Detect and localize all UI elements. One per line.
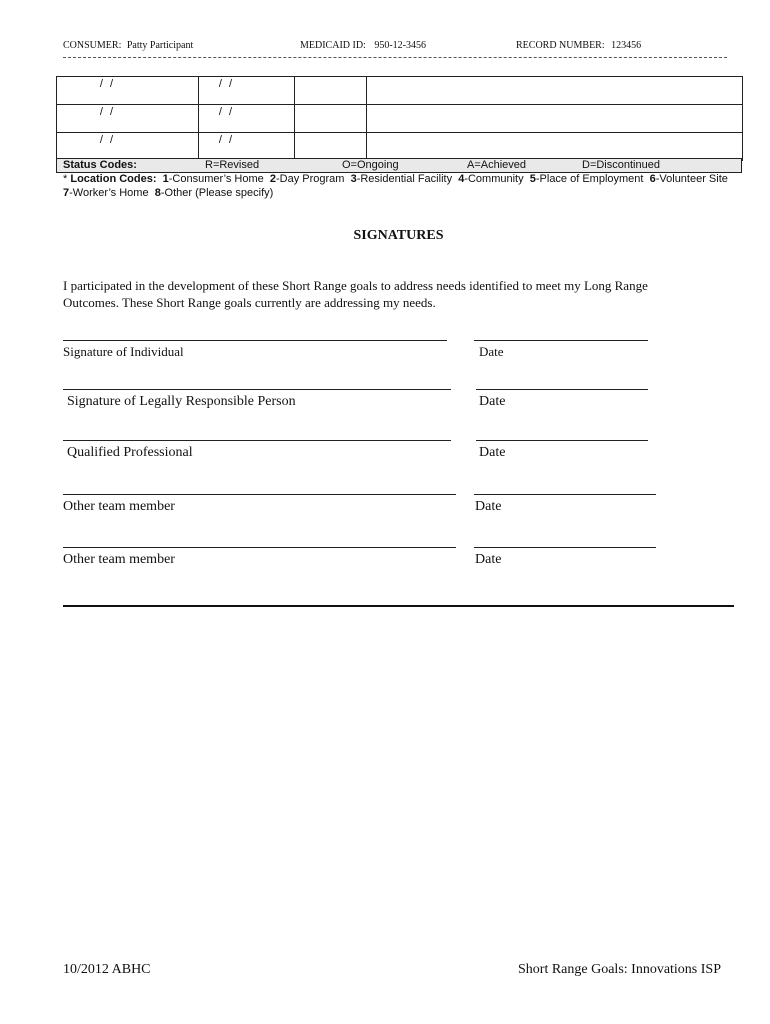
signature-line[interactable] xyxy=(63,547,456,548)
status-cell[interactable] xyxy=(295,105,367,133)
status-code-achieved: A=Achieved xyxy=(467,159,527,171)
signature-line[interactable] xyxy=(63,340,447,341)
date-label: Date xyxy=(479,445,506,460)
signature-label: Other team member xyxy=(63,552,175,567)
end-date-cell[interactable]: / / xyxy=(199,133,295,161)
goal-schedule-table xyxy=(56,76,743,161)
medicaid-value: 950-12-3456 xyxy=(374,40,426,51)
comments-cell[interactable] xyxy=(367,105,743,133)
status-code-ongoing: O=Ongoing xyxy=(342,159,399,171)
header-divider xyxy=(63,57,727,58)
date-line[interactable] xyxy=(474,494,656,495)
signature-line[interactable] xyxy=(63,494,456,495)
location-codes: * Location Codes: 1-Consumer’s Home 2-Day Program 3-Residential Facility 4-Community 5-Place of Employment 6-Volunteer Site 7-Worker’s Home 8-Other (Please specify) xyxy=(63,173,728,199)
date-line[interactable] xyxy=(474,547,656,548)
status-cell[interactable] xyxy=(295,133,367,161)
start-date-cell[interactable]: / / xyxy=(57,133,199,161)
signature-label: Other team member xyxy=(63,499,175,514)
signature-label: Qualified Professional xyxy=(67,445,193,460)
end-date-cell[interactable]: / / xyxy=(199,105,295,133)
footer-right: Short Range Goals: Innovations ISP xyxy=(518,962,721,977)
comments-cell[interactable] xyxy=(367,77,743,105)
section-divider xyxy=(63,605,734,607)
end-date-cell[interactable]: / / xyxy=(199,77,295,105)
medicaid-id-field xyxy=(300,40,426,51)
signature-line[interactable] xyxy=(63,440,451,441)
record-number-field xyxy=(516,40,641,51)
table-row xyxy=(57,133,743,161)
date-line[interactable] xyxy=(474,340,648,341)
date-label: Date xyxy=(479,344,504,359)
consumer-field xyxy=(63,40,193,51)
signature-label: Signature of Individual xyxy=(63,344,184,359)
signature-label: Signature of Legally Responsible Person xyxy=(67,394,296,409)
date-label: Date xyxy=(475,552,502,567)
date-label: Date xyxy=(475,499,502,514)
participation-statement: I participated in the development of these Short Range goals to address needs identified to meet my Long Range Outcomes. These Short Range goals currently are addressing my needs. xyxy=(63,278,648,310)
consumer-label: CONSUMER: xyxy=(63,40,122,51)
signatures-title: SIGNATURES xyxy=(353,228,444,243)
status-code-discontinued: D=Discontinued xyxy=(582,159,660,171)
consumer-value: Patty Participant xyxy=(126,40,194,51)
table-row xyxy=(57,105,743,133)
record-label: RECORD NUMBER: xyxy=(516,40,605,51)
date-label: Date xyxy=(479,394,506,409)
comments-cell[interactable] xyxy=(367,133,743,161)
table-row xyxy=(57,77,743,105)
date-line[interactable] xyxy=(476,389,648,390)
medicaid-label: MEDICAID ID: xyxy=(300,40,366,51)
status-codes-bar xyxy=(56,158,742,173)
date-line[interactable] xyxy=(476,440,648,441)
start-date-cell[interactable]: / / xyxy=(57,105,199,133)
footer-left: 10/2012 ABHC xyxy=(63,962,151,977)
record-value: 123456 xyxy=(611,40,642,51)
location-codes-label: Location Codes: xyxy=(70,173,157,185)
status-code-revised: R=Revised xyxy=(205,159,260,171)
status-cell[interactable] xyxy=(295,77,367,105)
start-date-cell[interactable]: / / xyxy=(57,77,199,105)
status-codes-label: Status Codes: xyxy=(63,159,137,171)
signature-line[interactable] xyxy=(63,389,451,390)
